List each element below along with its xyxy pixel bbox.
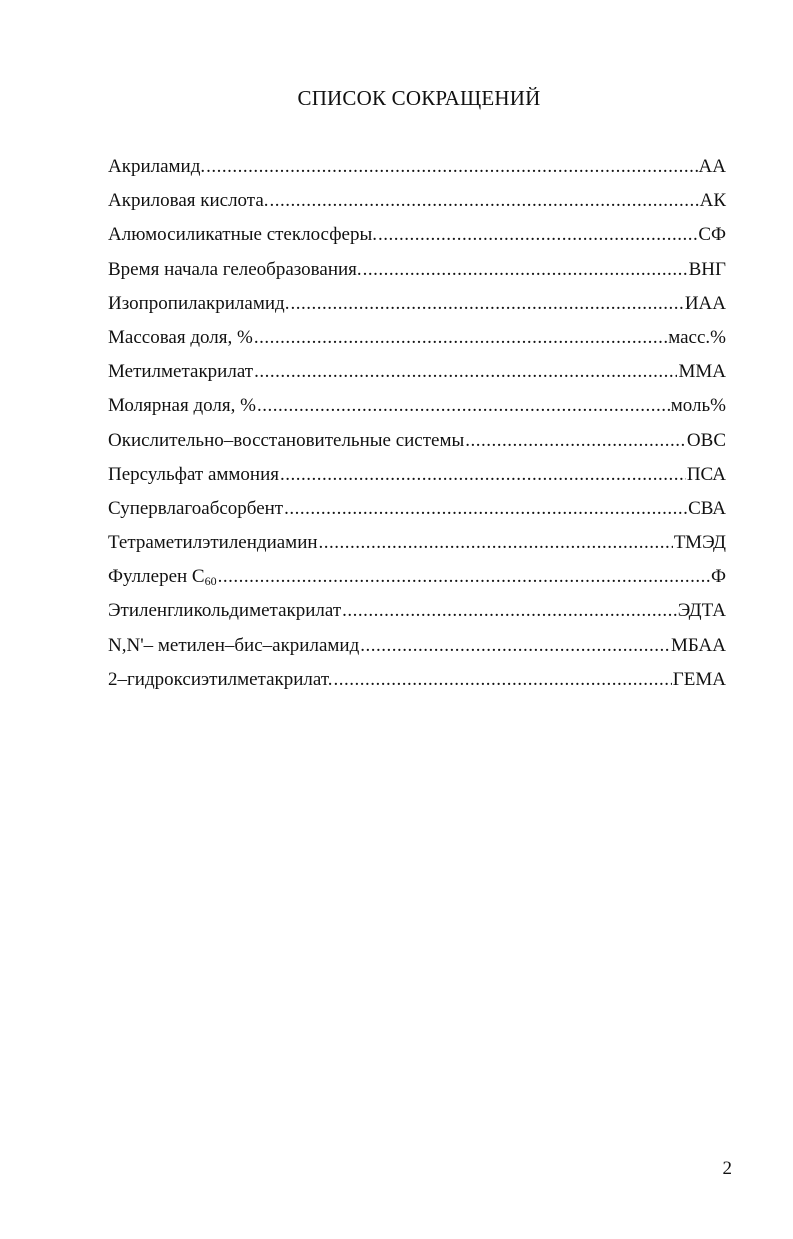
entry-abbreviation: ИАА <box>684 292 726 314</box>
dot-leader <box>333 669 671 691</box>
list-item <box>108 156 726 190</box>
list-item <box>108 430 726 464</box>
entry-abbreviation: СФ <box>698 224 726 246</box>
dot-leader <box>254 361 677 383</box>
entry-term: Этиленгликольдиметакрилат <box>108 600 342 622</box>
dot-leader <box>280 464 686 486</box>
list-item <box>108 566 726 600</box>
entry-abbreviation: ЭДТА <box>677 600 726 622</box>
entry-term: Тетраметилэтилендиамин <box>108 532 318 554</box>
entry-abbreviation: ВНГ <box>688 258 726 280</box>
list-item <box>108 600 726 634</box>
dot-leader <box>378 224 697 246</box>
entry-abbreviation: МБАА <box>671 634 726 656</box>
entry-term: Алюмосиликатные стеклосферы. <box>108 224 377 246</box>
entry-term: Акриловая кислота. <box>108 190 269 212</box>
list-item <box>108 190 726 224</box>
entry-abbreviation: АК <box>699 190 726 212</box>
list-item <box>108 498 726 532</box>
entry-term: N,N'– метилен–бис–акриламид <box>108 634 360 656</box>
list-item <box>108 532 726 566</box>
dot-leader <box>270 190 699 212</box>
entry-abbreviation: Ф <box>710 566 726 588</box>
entry-term <box>108 566 217 588</box>
dot-leader <box>465 430 686 452</box>
dot-leader <box>363 259 688 281</box>
dot-leader <box>342 600 677 622</box>
entry-abbreviation: СВА <box>688 497 726 519</box>
entry-term: 2–гидроксиэтилметакрилат. <box>108 668 333 690</box>
abbreviations-list <box>108 156 726 703</box>
list-item <box>108 395 726 429</box>
page-number: 2 <box>722 1158 732 1179</box>
entry-term: Супервлагоабсорбент <box>108 497 284 519</box>
dot-leader <box>218 566 710 588</box>
entry-abbreviation: ПСА <box>686 463 726 485</box>
list-item <box>108 259 726 293</box>
dot-leader <box>206 156 697 178</box>
dot-leader <box>284 498 687 520</box>
entry-abbreviation: ТМЭД <box>673 532 726 554</box>
entry-term: Массовая доля, % <box>108 326 253 348</box>
dot-leader <box>254 327 667 349</box>
entry-abbreviation: масс.% <box>668 326 726 348</box>
entry-term: Персульфат аммония <box>108 463 280 485</box>
entry-abbreviation: ОВС <box>686 429 726 451</box>
list-item <box>108 327 726 361</box>
dot-leader <box>257 395 670 417</box>
entry-abbreviation: АА <box>698 156 726 177</box>
entry-abbreviation: моль% <box>670 395 726 417</box>
list-item <box>108 669 726 703</box>
entry-term: Время начала гелеобразования. <box>108 258 362 280</box>
entry-term: Метилметакрилат <box>108 361 254 383</box>
entry-term: Окислительно–восстановительные системы <box>108 429 465 451</box>
list-item <box>108 464 726 498</box>
list-item <box>108 361 726 395</box>
dot-leader <box>360 635 670 657</box>
entry-abbreviation: ГЕМА <box>672 668 726 690</box>
list-item <box>108 635 726 669</box>
entry-term: Акриламид. <box>108 156 206 177</box>
dot-leader <box>319 532 673 554</box>
entry-abbreviation: ММА <box>678 361 726 383</box>
dot-leader <box>290 293 683 315</box>
entry-term: Изопропилакриламид. <box>108 292 290 314</box>
entry-term-subscript: 60 <box>204 574 217 589</box>
entry-term: Молярная доля, % <box>108 395 256 417</box>
page-title: СПИСОК СОКРАЩЕНИЙ <box>297 86 541 110</box>
entry-term-text: Фуллерен С <box>108 566 205 588</box>
list-item <box>108 224 726 258</box>
list-item <box>108 293 726 327</box>
